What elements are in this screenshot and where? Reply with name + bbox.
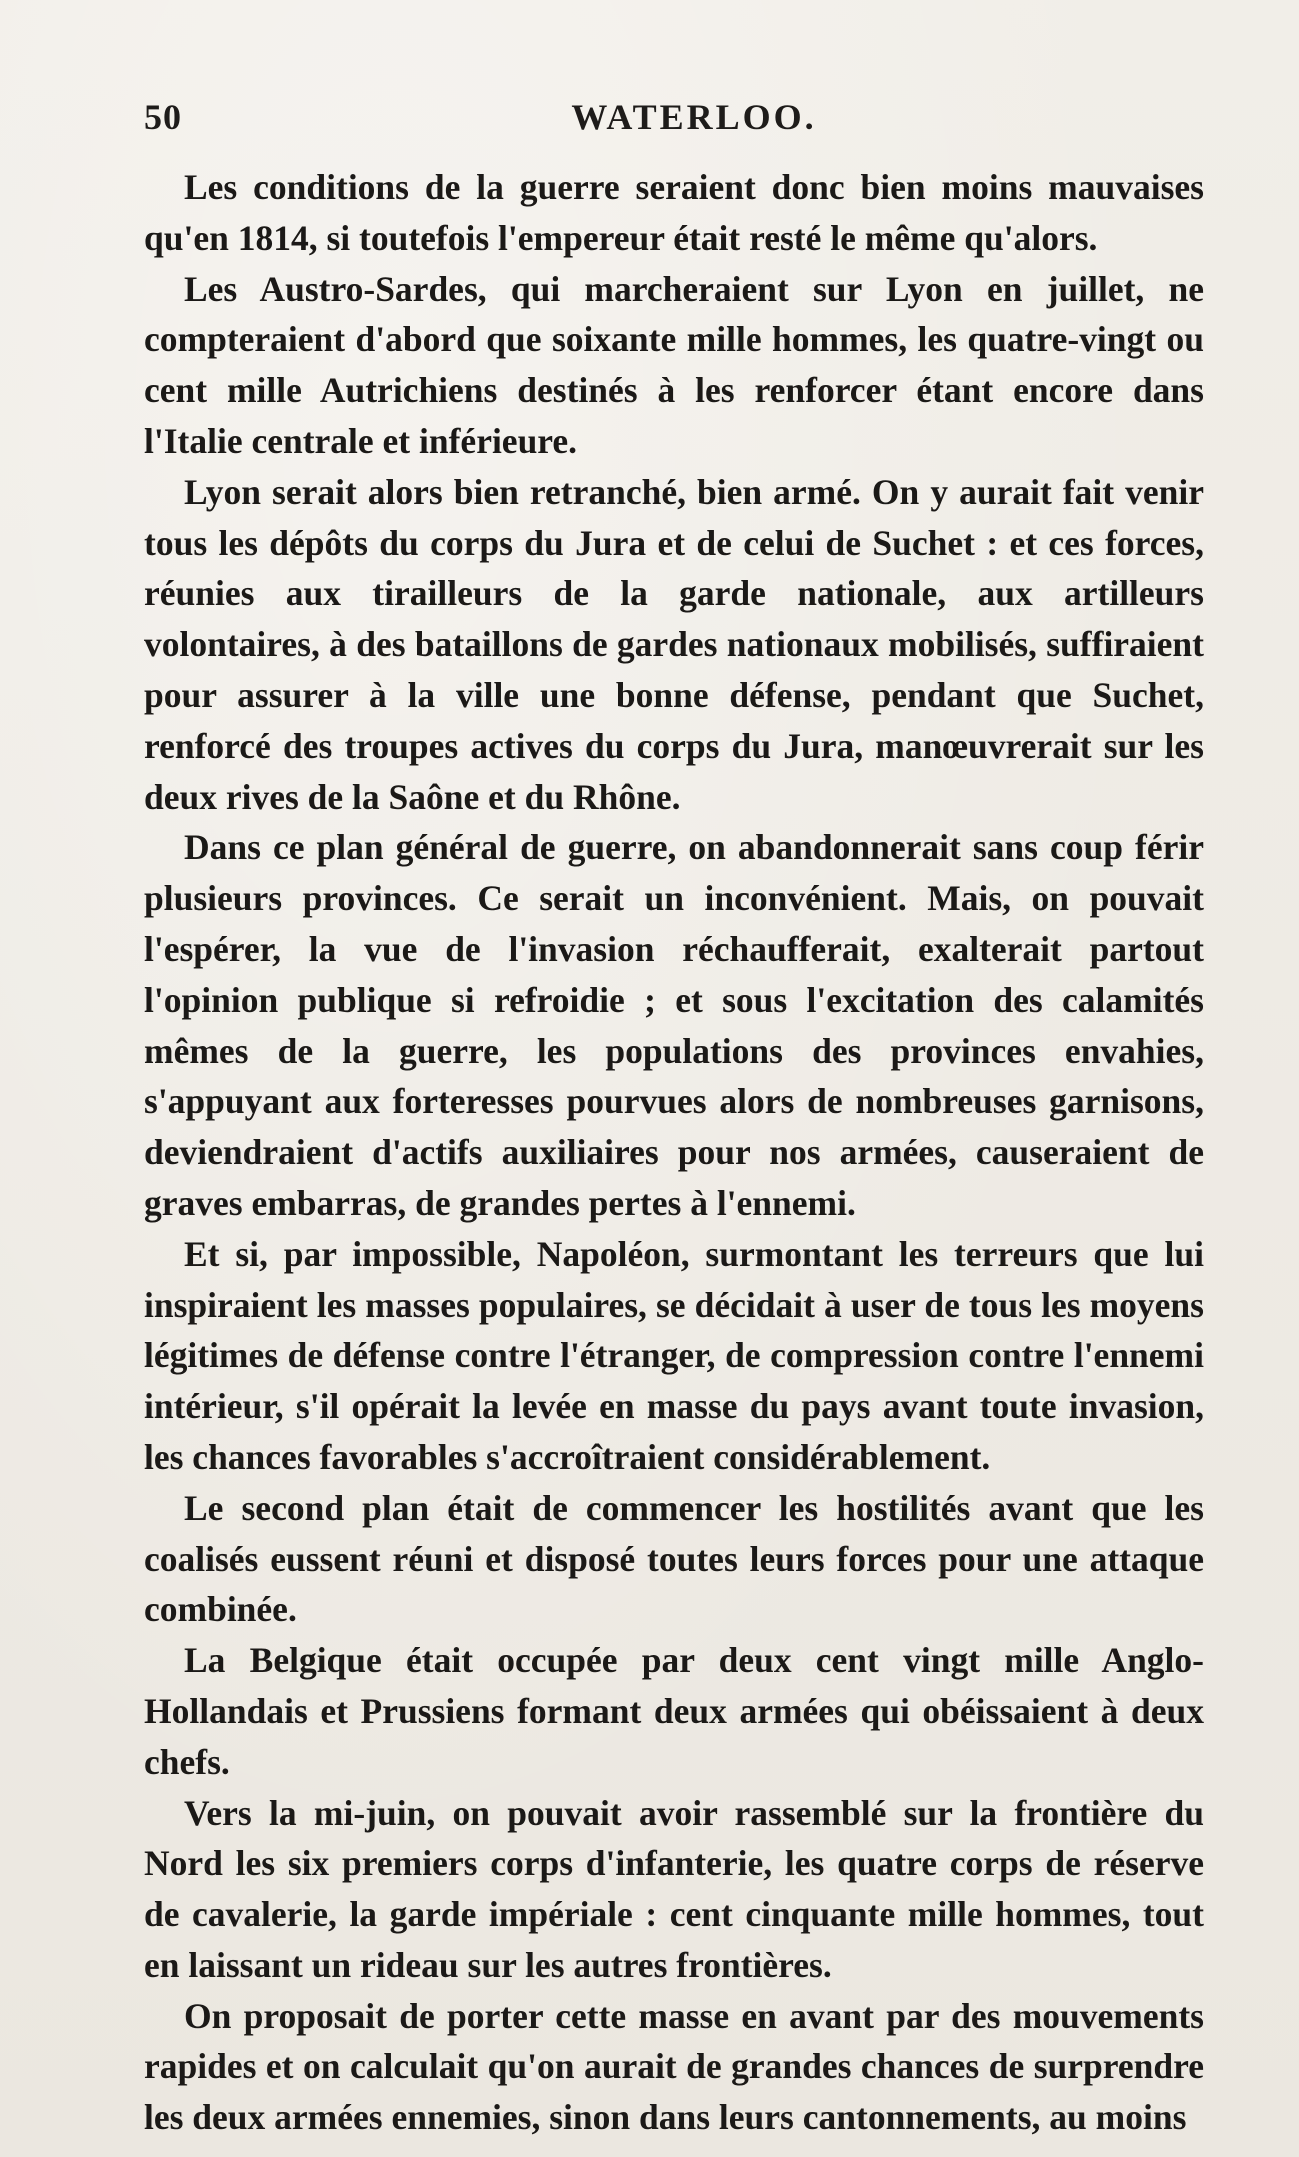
paragraph: On proposait de porter cette masse en avant par des mouvements rapides et on calculait qu'on aurait de grandes chances de surprendre les deux armées ennemies, sinon dans leurs cantonnements, au moins: [144, 1995, 1204, 2138]
page-header: [144, 96, 1204, 156]
paragraph: La Belgique était occupée par deux cent vingt mille Anglo-Hollandais et Prussiens formant deux armées qui obéissaient à deux chefs.: [144, 1640, 1204, 1782]
body-text: [144, 162, 1204, 2143]
paragraph: Vers la mi-juin, on pouvait avoir rassemblé sur la frontière du Nord les six premiers corps d'infanterie, les quatre corps de réserve de cavalerie, la garde impériale : cent cinquante mille hommes, tout en laissant un rideau sur les autres frontières.: [144, 1792, 1204, 1985]
paragraph: Les Austro-Sardes, qui marcheraient sur Lyon en juillet, ne compteraient d'abord que soixante mille hommes, les quatre-vingt ou cent mille Autrichiens destinés à les renforcer étant encore dans l'Italie centrale et inférieure.: [144, 268, 1204, 461]
paragraph: Les conditions de la guerre seraient donc bien moins mauvaises qu'en 1814, si toutefois l'empereur était resté le même qu'alors.: [144, 167, 1204, 258]
paragraph: Et si, par impossible, Napoléon, surmontant les terreurs que lui inspiraient les masses populaires, se décidait à user de tous les moyens légitimes de défense contre l'étranger, de compression contre l'ennemi intérieur, s'il opérait la levée en masse du pays avant toute invasion, les chances favorables s'accroîtraient considérablement.: [144, 1233, 1204, 1477]
page-number: 50: [144, 97, 182, 137]
paragraph: Lyon serait alors bien retranché, bien armé. On y aurait fait venir tous les dépôts du corps du Jura et de celui de Suchet : et ces forces, réunies aux tirailleurs de la garde nationale, aux artilleurs volontaires, à des bataillons de gardes nationaux mobilisés, suffiraient pour assurer à la ville une bonne défense, pendant que Suchet, renforcé des troupes actives du corps du Jura, manœuvrerait sur les deux rives de la Saône et du Rhône.: [144, 471, 1204, 817]
paragraph: Dans ce plan général de guerre, on abandonnerait sans coup férir plusieurs provinces. Ce serait un inconvénient. Mais, on pouvait l'espérer, la vue de l'invasion réchaufferait, exalterait partout l'opinion publique si refroidie ; et sous l'excitation des calamités mêmes de la guerre, les populations des provinces envahies, s'appuyant aux forteresses pourvues alors de nombreuses garnisons, deviendraient d'actifs auxiliaires pour nos armées, causeraient de graves embarras, de grandes pertes à l'ennemi.: [144, 827, 1204, 1223]
running-title: WATERLOO.: [571, 97, 817, 137]
paragraph: Le second plan était de commencer les hostilités avant que les coalisés eussent réuni et disposé toutes leurs forces pour une attaque combinée.: [144, 1487, 1204, 1630]
